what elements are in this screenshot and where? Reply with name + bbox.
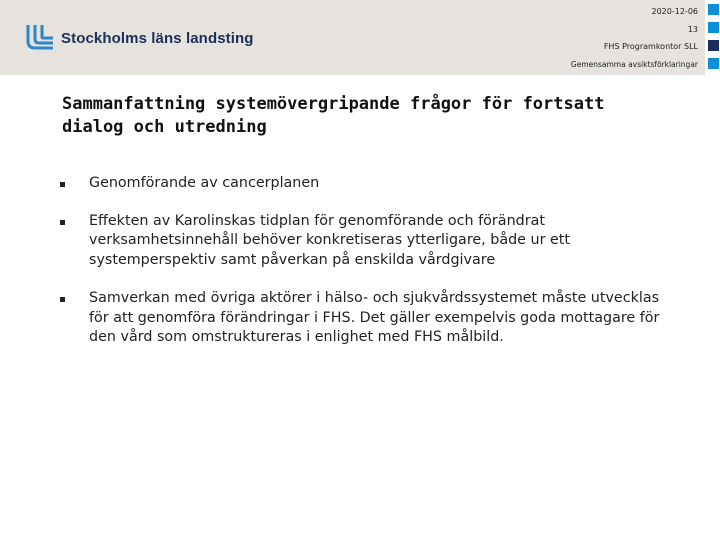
bullet-text: Genomförande av cancerplanen xyxy=(89,175,320,191)
page-number: 13 xyxy=(687,25,698,34)
sll-logo xyxy=(25,25,254,51)
slide-title: Sammanfattning systemövergripande frågor för fortsatt dialog och utredning xyxy=(62,94,605,137)
bullet-square-icon xyxy=(60,182,65,187)
brand-square-1 xyxy=(708,4,719,15)
document-name: Gemensamma avsiktsförklaringar xyxy=(570,60,698,69)
bullet-item xyxy=(60,174,670,194)
bullet-text: Samverkan med övriga aktörer i hälso- och sjukvårdssystemet måste utvecklas för att genomföra förändringar i FHS. Det gäller exempelvis goda mottagare för den vård som omstruktureras i enlighet med FHS målbild. xyxy=(89,290,660,345)
bullet-list xyxy=(60,174,670,348)
bullet-square-icon xyxy=(60,297,65,302)
slide-date: 2020-12-06 xyxy=(651,7,698,16)
brand-square-2 xyxy=(708,22,719,33)
brand-square-3 xyxy=(708,40,719,51)
brand-square-4 xyxy=(708,58,719,69)
organization-name: Stockholms läns landsting xyxy=(61,29,254,47)
bullet-text: Effekten av Karolinskas tidplan för genomförande och förändrat verksamhetsinnehåll behöver konkretiseras ytterligare, både ur ett systemperspektiv samt påverkan på enskilda vårdgivare xyxy=(89,212,571,268)
sll-logo-icon xyxy=(25,25,55,51)
bullet-item xyxy=(60,212,670,271)
bullet-square-icon xyxy=(60,220,65,225)
office-name: FHS Programkontor SLL xyxy=(603,42,698,51)
bullet-item xyxy=(60,289,670,348)
